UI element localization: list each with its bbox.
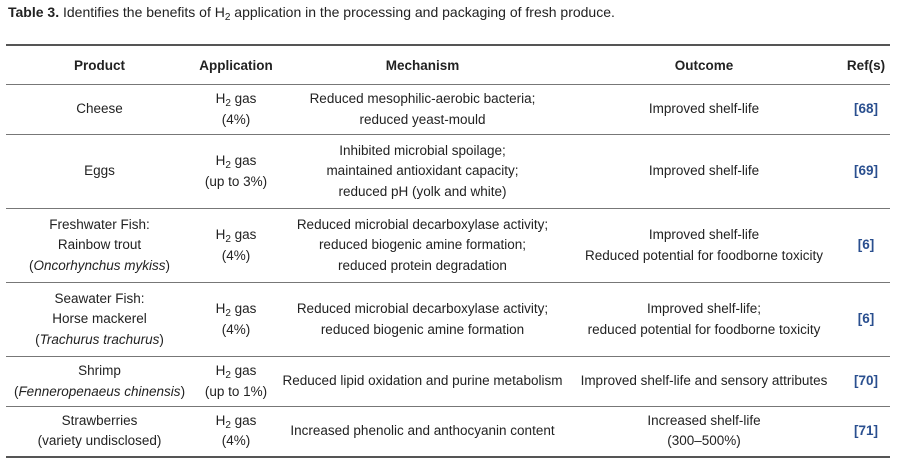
product-line: Eggs: [84, 163, 115, 179]
caption-subscript: 2: [224, 12, 231, 23]
application-gas: [196, 361, 276, 382]
gas-subscript: 2: [225, 308, 231, 319]
cell-ref: [842, 357, 890, 407]
reference-link[interactable]: [68]: [853, 101, 878, 117]
mechanism-line: Reduced mesophilic-aerobic bacteria;: [309, 91, 536, 106]
species-name: Oncorhynchus mykiss: [33, 257, 166, 273]
outcome-line: Improved shelf-life: [648, 101, 760, 117]
cell-application: [193, 357, 279, 407]
gas-subscript: 2: [225, 419, 231, 431]
cell-mechanism: [279, 283, 566, 357]
cell-mechanism: [279, 209, 566, 283]
header-application: Application: [193, 45, 279, 85]
outcome-line: Improved shelf-life and sensory attributes: [580, 373, 828, 389]
table-row: [6, 209, 890, 283]
cell-product: [6, 357, 193, 407]
gas-symbol: H: [215, 363, 226, 378]
product-line: Rainbow trout: [57, 237, 142, 253]
species-name: Trachurus trachurus: [39, 331, 160, 347]
species-name: Fenneropenaeus chinensis: [18, 383, 181, 399]
reference-link[interactable]: [70]: [853, 373, 878, 389]
header-row: [6, 45, 890, 85]
table-caption: [8, 3, 615, 21]
gas-label: gas: [230, 412, 257, 428]
table-row: [6, 283, 890, 357]
reference-link[interactable]: [71]: [853, 423, 878, 438]
application-gas: [196, 89, 276, 110]
application-amount: (4%): [221, 321, 251, 337]
gas-symbol: H: [215, 227, 226, 242]
application-gas: [196, 151, 276, 172]
cell-ref: [842, 283, 890, 357]
cell-product: [6, 407, 193, 457]
application-amount: (4%): [221, 433, 251, 449]
cell-outcome: [566, 209, 842, 283]
application-gas: [196, 299, 276, 320]
cell-ref: [842, 407, 890, 457]
header-product: Product: [6, 45, 193, 85]
cell-application: [193, 283, 279, 357]
application-amount: (up to 3%): [204, 173, 268, 189]
cell-mechanism: [279, 85, 566, 135]
product-line: Cheese: [76, 101, 123, 117]
gas-label: gas: [230, 91, 257, 106]
table-row: [6, 357, 890, 407]
mechanism-line: maintained antioxidant capacity;: [326, 163, 519, 179]
header-outcome: Outcome: [566, 45, 842, 85]
cell-application: [193, 85, 279, 135]
caption-text-after: application in the processing and packaging of fresh produce.: [230, 4, 615, 20]
cell-product: [6, 85, 193, 135]
gas-subscript: 2: [225, 370, 231, 381]
application-amount: (4%): [221, 111, 251, 127]
header-refs: Ref(s): [842, 45, 890, 85]
application-gas: [196, 225, 276, 246]
cell-application: [193, 209, 279, 283]
outcome-line: reduced potential for foodborne toxicity: [587, 321, 821, 337]
cell-outcome: [566, 85, 842, 135]
gas-label: gas: [230, 153, 257, 168]
outcome-line: Improved shelf-life;: [646, 301, 762, 316]
table-row: [6, 407, 890, 457]
cell-outcome: [566, 135, 842, 209]
product-species: (Trachurus trachurus): [35, 331, 164, 347]
cell-product: [6, 283, 193, 357]
outcome-line: Improved shelf-life: [648, 227, 760, 242]
application-amount: (up to 1%): [204, 383, 268, 399]
mechanism-line: Increased phenolic and anthocyanin content: [290, 423, 555, 438]
gas-subscript: 2: [225, 234, 231, 245]
product-line: Seawater Fish:: [54, 290, 145, 306]
cell-ref: [842, 135, 890, 209]
mechanism-line: Inhibited microbial spoilage;: [339, 142, 506, 158]
cell-ref: [842, 209, 890, 283]
gas-symbol: H: [215, 153, 226, 168]
outcome-line: Increased shelf-life: [647, 412, 761, 428]
mechanism-line: Reduced lipid oxidation and purine metabolism: [282, 373, 563, 389]
mechanism-line: reduced biogenic amine formation;: [318, 237, 527, 253]
caption-text-before: Identifies the benefits of H: [59, 4, 225, 20]
benefits-table: [6, 44, 890, 458]
reference-link[interactable]: [6]: [857, 311, 875, 327]
product-line: Shrimp: [78, 363, 121, 378]
gas-label: gas: [230, 363, 257, 378]
cell-application: [193, 135, 279, 209]
gas-subscript: 2: [225, 160, 231, 171]
product-line: Strawberries: [61, 412, 138, 428]
caption-label: Table 3.: [8, 4, 60, 20]
gas-label: gas: [230, 301, 257, 316]
outcome-line: Improved shelf-life: [648, 163, 760, 179]
cell-mechanism: [279, 357, 566, 407]
mechanism-line: reduced yeast-mould: [359, 111, 486, 127]
table-body: [6, 85, 890, 457]
gas-subscript: 2: [225, 98, 231, 109]
mechanism-line: Reduced microbial decarboxylase activity;: [296, 216, 549, 232]
product-line: Freshwater Fish:: [49, 216, 150, 232]
application-gas: [196, 411, 276, 432]
product-line: Horse mackerel: [52, 311, 147, 327]
mechanism-line: reduced protein degradation: [338, 257, 507, 273]
cell-product: [6, 209, 193, 283]
product-species: (Oncorhynchus mykiss): [28, 257, 171, 273]
mechanism-line: Reduced microbial decarboxylase activity;: [296, 301, 549, 316]
gas-label: gas: [230, 227, 257, 242]
table-row: [6, 135, 890, 209]
cell-mechanism: [279, 407, 566, 457]
product-species: (Fenneropenaeus chinensis): [13, 383, 186, 399]
table-row: [6, 85, 890, 135]
cell-mechanism: [279, 135, 566, 209]
reference-link[interactable]: [69]: [853, 163, 878, 179]
cell-outcome: [566, 283, 842, 357]
reference-link[interactable]: [6]: [857, 237, 875, 253]
application-amount: (4%): [221, 247, 251, 263]
product-line: (variety undisclosed): [37, 433, 162, 449]
gas-symbol: H: [215, 91, 226, 106]
gas-symbol: H: [215, 412, 226, 428]
outcome-line: (300–500%): [667, 433, 741, 449]
mechanism-line: reduced biogenic amine formation: [320, 321, 525, 337]
outcome-line: Reduced potential for foodborne toxicity: [585, 247, 823, 263]
mechanism-line: reduced pH (yolk and white): [338, 183, 507, 199]
gas-symbol: H: [215, 301, 226, 316]
header-mechanism: Mechanism: [279, 45, 566, 85]
cell-application: [193, 407, 279, 457]
cell-outcome: [566, 357, 842, 407]
cell-ref: [842, 85, 890, 135]
cell-product: [6, 135, 193, 209]
cell-outcome: [566, 407, 842, 457]
